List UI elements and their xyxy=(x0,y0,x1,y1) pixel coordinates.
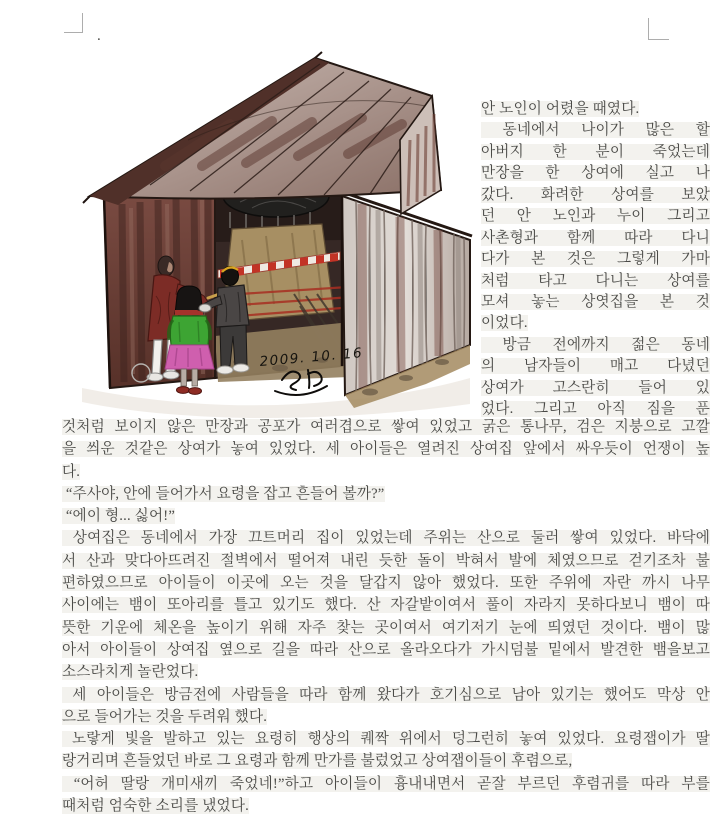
text-line-content: 의 남자들이 매고 다녔던 xyxy=(481,358,710,375)
text-line xyxy=(62,661,710,683)
text-line-content: 소스라치게 놀란었다. xyxy=(62,664,199,681)
text-line xyxy=(62,750,710,772)
text-line xyxy=(481,378,710,399)
text-line-content: 아서 아이들이 상여집 옆으로 길을 따라 산으로 올라오다가 가시덤불 밑에서 발견한 뱀을보고 xyxy=(62,641,710,658)
text-line-content: 노랗게 빛을 발하고 있는 요령히 행상의 퀘짝 위에서 덩그런히 놓여 있었다. 요령잽이가 딸 xyxy=(62,731,710,748)
text-line xyxy=(62,483,710,505)
text-line xyxy=(62,773,710,795)
text-line xyxy=(62,617,710,639)
text-line-content: 상여가 고스란히 들어 있 xyxy=(481,379,710,396)
text-line-content: 사촌형과 함께 따라 다니 xyxy=(481,229,710,246)
right-text-column xyxy=(481,99,710,421)
text-line xyxy=(481,292,710,313)
roof xyxy=(83,52,441,214)
text-line xyxy=(62,438,710,460)
text-line xyxy=(481,206,710,227)
text-line-content: 을 씌운 것같은 상여가 놓여 있었다. 세 아이들은 열려진 상여집 앞에서 싸우듯이 언쟁이 높 xyxy=(62,441,710,458)
text-line xyxy=(62,594,710,616)
text-line xyxy=(481,335,710,356)
text-line-content: 안 노인이 어렸을 때였다. xyxy=(481,101,640,117)
text-line xyxy=(481,313,710,334)
text-line-content: 갔다. 화려한 상여를 보았 xyxy=(481,186,710,203)
text-line xyxy=(481,228,710,249)
text-line-content: 아버지 한 분이 죽었는데 xyxy=(481,143,710,160)
text-line-content: 으로 들어가는 것을 두려워 했다. xyxy=(62,708,268,725)
text-line-content: 것처럼 보이지 않은 만장과 공포가 여러겹으로 쌓여 있었고 굵은 통나무, 검은 지붕으로 고깔 xyxy=(62,419,710,435)
text-line xyxy=(481,142,710,163)
text-line xyxy=(481,356,710,377)
annex-wall xyxy=(342,192,472,408)
text-line-content: 사이에는 뱀이 또아리를 틀고 있기도 했다. 산 자갈밭이여서 풀이 자라지 못하다보니 뱀이 따 xyxy=(62,597,710,614)
text-line xyxy=(62,461,710,483)
text-line xyxy=(481,99,710,120)
margin-corner-mark-right xyxy=(648,18,669,40)
text-line-content: 상여집은 동네에서 가장 끄트머리 집이 있었는데 주위는 산으로 둘러 쌓여 있었다. 바닥에 xyxy=(62,530,710,547)
margin-corner-mark-left xyxy=(64,13,83,33)
bier-shed-illustration xyxy=(70,44,480,420)
text-line xyxy=(62,550,710,572)
text-line-content: 편하였으므로 아이들이 이곳에 오는 것을 달갑지 않아 했었다. 또한 주위에 자란 까시 나무 xyxy=(62,575,710,592)
drawing-date: 2009. 10. 16 xyxy=(258,344,364,370)
text-line-content: 이었다. xyxy=(481,315,528,332)
text-line-content: 다. xyxy=(62,463,81,480)
text-line-content: “에이 형... 싫어!” xyxy=(62,508,176,525)
text-line xyxy=(62,706,710,728)
text-line-content: 서 산과 맞다아뜨려진 절벽에서 떨어져 내린 듯한 돌이 박혀서 발에 체였으므로 걷기조차 불 xyxy=(62,552,710,569)
text-line xyxy=(62,795,710,817)
text-line-content: 뜻한 기운에 체온을 높이기 위해 자주 찾는 곳이여서 여기저기 눈에 띄였던 것이다. 뱀이 많 xyxy=(62,619,710,636)
text-line xyxy=(481,271,710,292)
text-line-content: 다가 본 것은 그렇게 가마 xyxy=(481,251,710,268)
text-line-content: “주사야, 안에 들어가서 요령을 잡고 흔들어 볼까?” xyxy=(62,485,385,502)
text-line-content: 방금 전에까지 젊은 동네 xyxy=(481,336,710,353)
text-line xyxy=(62,572,710,594)
text-line xyxy=(481,163,710,184)
text-line xyxy=(481,120,710,141)
text-line xyxy=(62,684,710,706)
body-text xyxy=(62,416,710,817)
text-line-content: 동네에서 나이가 많은 할 xyxy=(481,122,710,139)
text-line xyxy=(481,185,710,206)
text-line-content: 때처럼 엄숙한 소리를 냈었다. xyxy=(62,798,249,815)
text-line-content: 던 안 노인과 누이 그리고 xyxy=(481,208,710,225)
text-line-content: 처럼 타고 다니는 상여를 xyxy=(481,272,710,289)
text-line xyxy=(62,639,710,661)
text-line-content: 만장을 한 상여에 실고 나 xyxy=(481,165,710,182)
text-line-content: 었다. 그리고 아직 짐을 푼 xyxy=(481,401,710,418)
text-line-content: 모셔 놓는 상엿집을 본 것 xyxy=(481,293,710,310)
stray-period: . xyxy=(97,28,101,44)
text-line-content: 랑거리며 흔들었던 바로 그 요령과 함께 만가를 불렀었고 상여잽이들이 후렴으로, xyxy=(62,753,573,770)
text-line-content: “어허 딸랑 개미새끼 죽었네!”하고 아이들이 흉내내면서 곧잘 부르던 후렴귀를 따라 부를 xyxy=(62,775,710,792)
text-line xyxy=(62,527,710,549)
text-line xyxy=(62,728,710,750)
text-line xyxy=(62,505,710,527)
text-line xyxy=(62,416,710,438)
text-line xyxy=(481,249,710,270)
text-line-content: 세 아이들은 방금전에 사람들을 따라 함께 왔다가 호기심으로 남아 있기는 했어도 막상 안 xyxy=(62,686,710,703)
